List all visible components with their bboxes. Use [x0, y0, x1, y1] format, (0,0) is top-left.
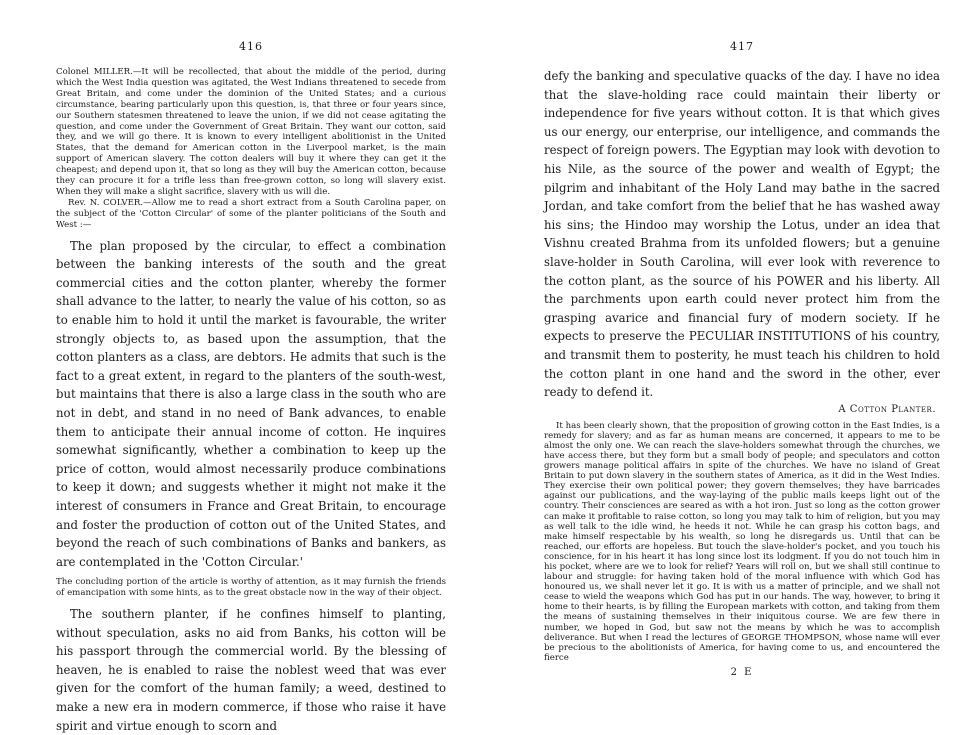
- southern-planter-paragraph: The southern planter, if he confines himself to planting, without speculation, asks no aid from Banks, his cotton will be his passport through the commercial world. By the blessing of heaven, he is enabled to raise the noblest weed that was ever given for the comfort of the human family; a weed, destined to make a new era in modern commerce, if those who raise it have spirit and virtue enough to scorn and: [56, 607, 446, 733]
- left-page: [0, 0, 490, 733]
- east-indies-paragraph: It has been clearly shown, that the proposition of growing cotton in the East Indies, is a remedy for slavery; and as far as human means are concerned, it appears to me to be almost the only one. We can reach the slave-holders somewhat through the churches, we have access there, but they form but a small body of people; and speculators and cotton growers manage political affairs in spite of the churches. We have no island of Great Britain to put down slavery in the southern states of America, as it did in the West Indies. They exercise their own political power; they govern themselves; they have barricades against our publications, and the way-laying of the public mails keeps light out of the country. Their consciences are seared as with a hot iron. Just so long as the cotton grower can make it profitable to raise cotton, so long you may talk to him of religion, but you may as well talk to the idle wind, he heeds it not. While he can grasp his cotton bags, and make himself respectable by his wealth, so long he disregards us. Until that can be reached, our efforts are hopeless. But touch the slave-holder's pocket, and you touch his conscience, for in his heart it has long since lost its lodgment. If you do not touch him in his pocket, where are we to look for relief? Years will roll on, but we shall still continue to labour and struggle: for having taken hold of the moral influence with which God has honoured us, we shall never let it go. It is with us a matter of principle, and we shall not cease to wield the weapons which God has put in our hands. The way, however, to bring it home to their hearts, is by filling the European markets with cotton, and taking from them the means of sustaining themselves in their iniquitous course. We are few there in number, we hoped in God, but saw not the means by which he was to accomplish deliverance. But when I read the lectures of GEORGE THOMPSON, whose name will ever be precious to the abolitionists of America, for having come to us, and encountered the fierce: [544, 420, 940, 663]
- signature: A Cotton Planter.: [838, 403, 936, 415]
- page-number: 417: [730, 40, 754, 53]
- colver-paragraph: Rev. N. COLVER.—Allow me to read a short extract from a South Carolina paper, on the subject of the 'Cotton Circular' of some of the planter politicians of the South and West :—: [56, 197, 446, 230]
- page-number: 416: [239, 40, 263, 53]
- right-page: [490, 0, 980, 692]
- cotton-planter-quote-paragraph: defy the banking and speculative quacks of the day. I have no idea that the slave-holding race could maintain their liberty or independence for five years without cotton. It is that which gives us our energy, our enterprise, our intelligence, and commands the respect of foreign powers. The Egyptian may look with devotion to his Nile, as the source of the power and wealth of Egypt; the pilgrim and inhabitant of the Holy Land may bathe in the sacred Jordan, and take comfort from the belief that he has washed away his sins; the Hindoo may worship the Lotus, under an idea that Vishnu created Brahma from its unfolded flowers; but a genuine slave-holder in South Carolina, will ever look with reverence to the cotton plant, as the source of his POWER and his liberty. All the parchments upon earth could never protect him from the grasping avarice and financial fury of modern society. If he expects to preserve the PECULIAR INSTITUTIONS of his country, and transmit them to posterity, he must teach his children to hold the cotton plant in one hand and the sword in the other, ever ready to defend it.: [544, 69, 940, 400]
- concluding-note-paragraph: The concluding portion of the article is worthy of attention, as it may furnish the friends of emancipation with some hints, as to the great obstacle now in the way of their object.: [56, 577, 446, 599]
- miller-paragraph: Colonel MILLER.—It will be recollected, that about the middle of the period, during which the West India question was agitated, the West Indians threatened to secede from Great Britain, and come under the dominion of the United States; and a curious circumstance, bearing particularly upon this question, is, that three or four years since, our Southern statesmen threatened to leave the union, if we did not cease agitating the question, and come under the Government of Great Britain. They want our cotton, said they, and we will go there. It is known to every intelligent abolitionist in the United States, that the demand for American cotton in the Liverpool market, is the main support of American slavery. The cotton dealers will buy it where they can get it the cheapest; and depend upon it, that so long as they will buy the American cotton, because they can procure it for a trifle less than free-grown cotton, so long will slavery exist. When they will make a slight sacrifice, slavery with us will die.: [56, 67, 446, 197]
- circular-quote-paragraph: The plan proposed by the circular, to effect a combination between the banking interests of the south and the great commercial cities and the cotton planter, whereby the former shall advance to the latter, to nearly the value of his cotton, so as to enable him to hold it until the market is favourable, the writer strongly objects to, as based upon the assumption, that the cotton planters as a class, are debtors. He admits that such is the fact to a great extent, in regard to the planters of the south-west, but maintains that there is also a large class in the south who are not in debt, and stand in no need of Bank advances, to enable them to anticipate their annual income of cotton. He inquires somewhat significantly, whether a combination to keep up the price of cotton, would almost necessarily produce combinations to keep it down; and suggests whether it might not make it the interest of consumers in France and Great Britain, to encourage and foster the production of cotton out of the United States, and beyond the reach of such combinations of Banks and bankers, as are contemplated in the 'Cotton Circular.': [56, 238, 446, 569]
- printer-signature-mark: 2 E: [730, 666, 754, 678]
